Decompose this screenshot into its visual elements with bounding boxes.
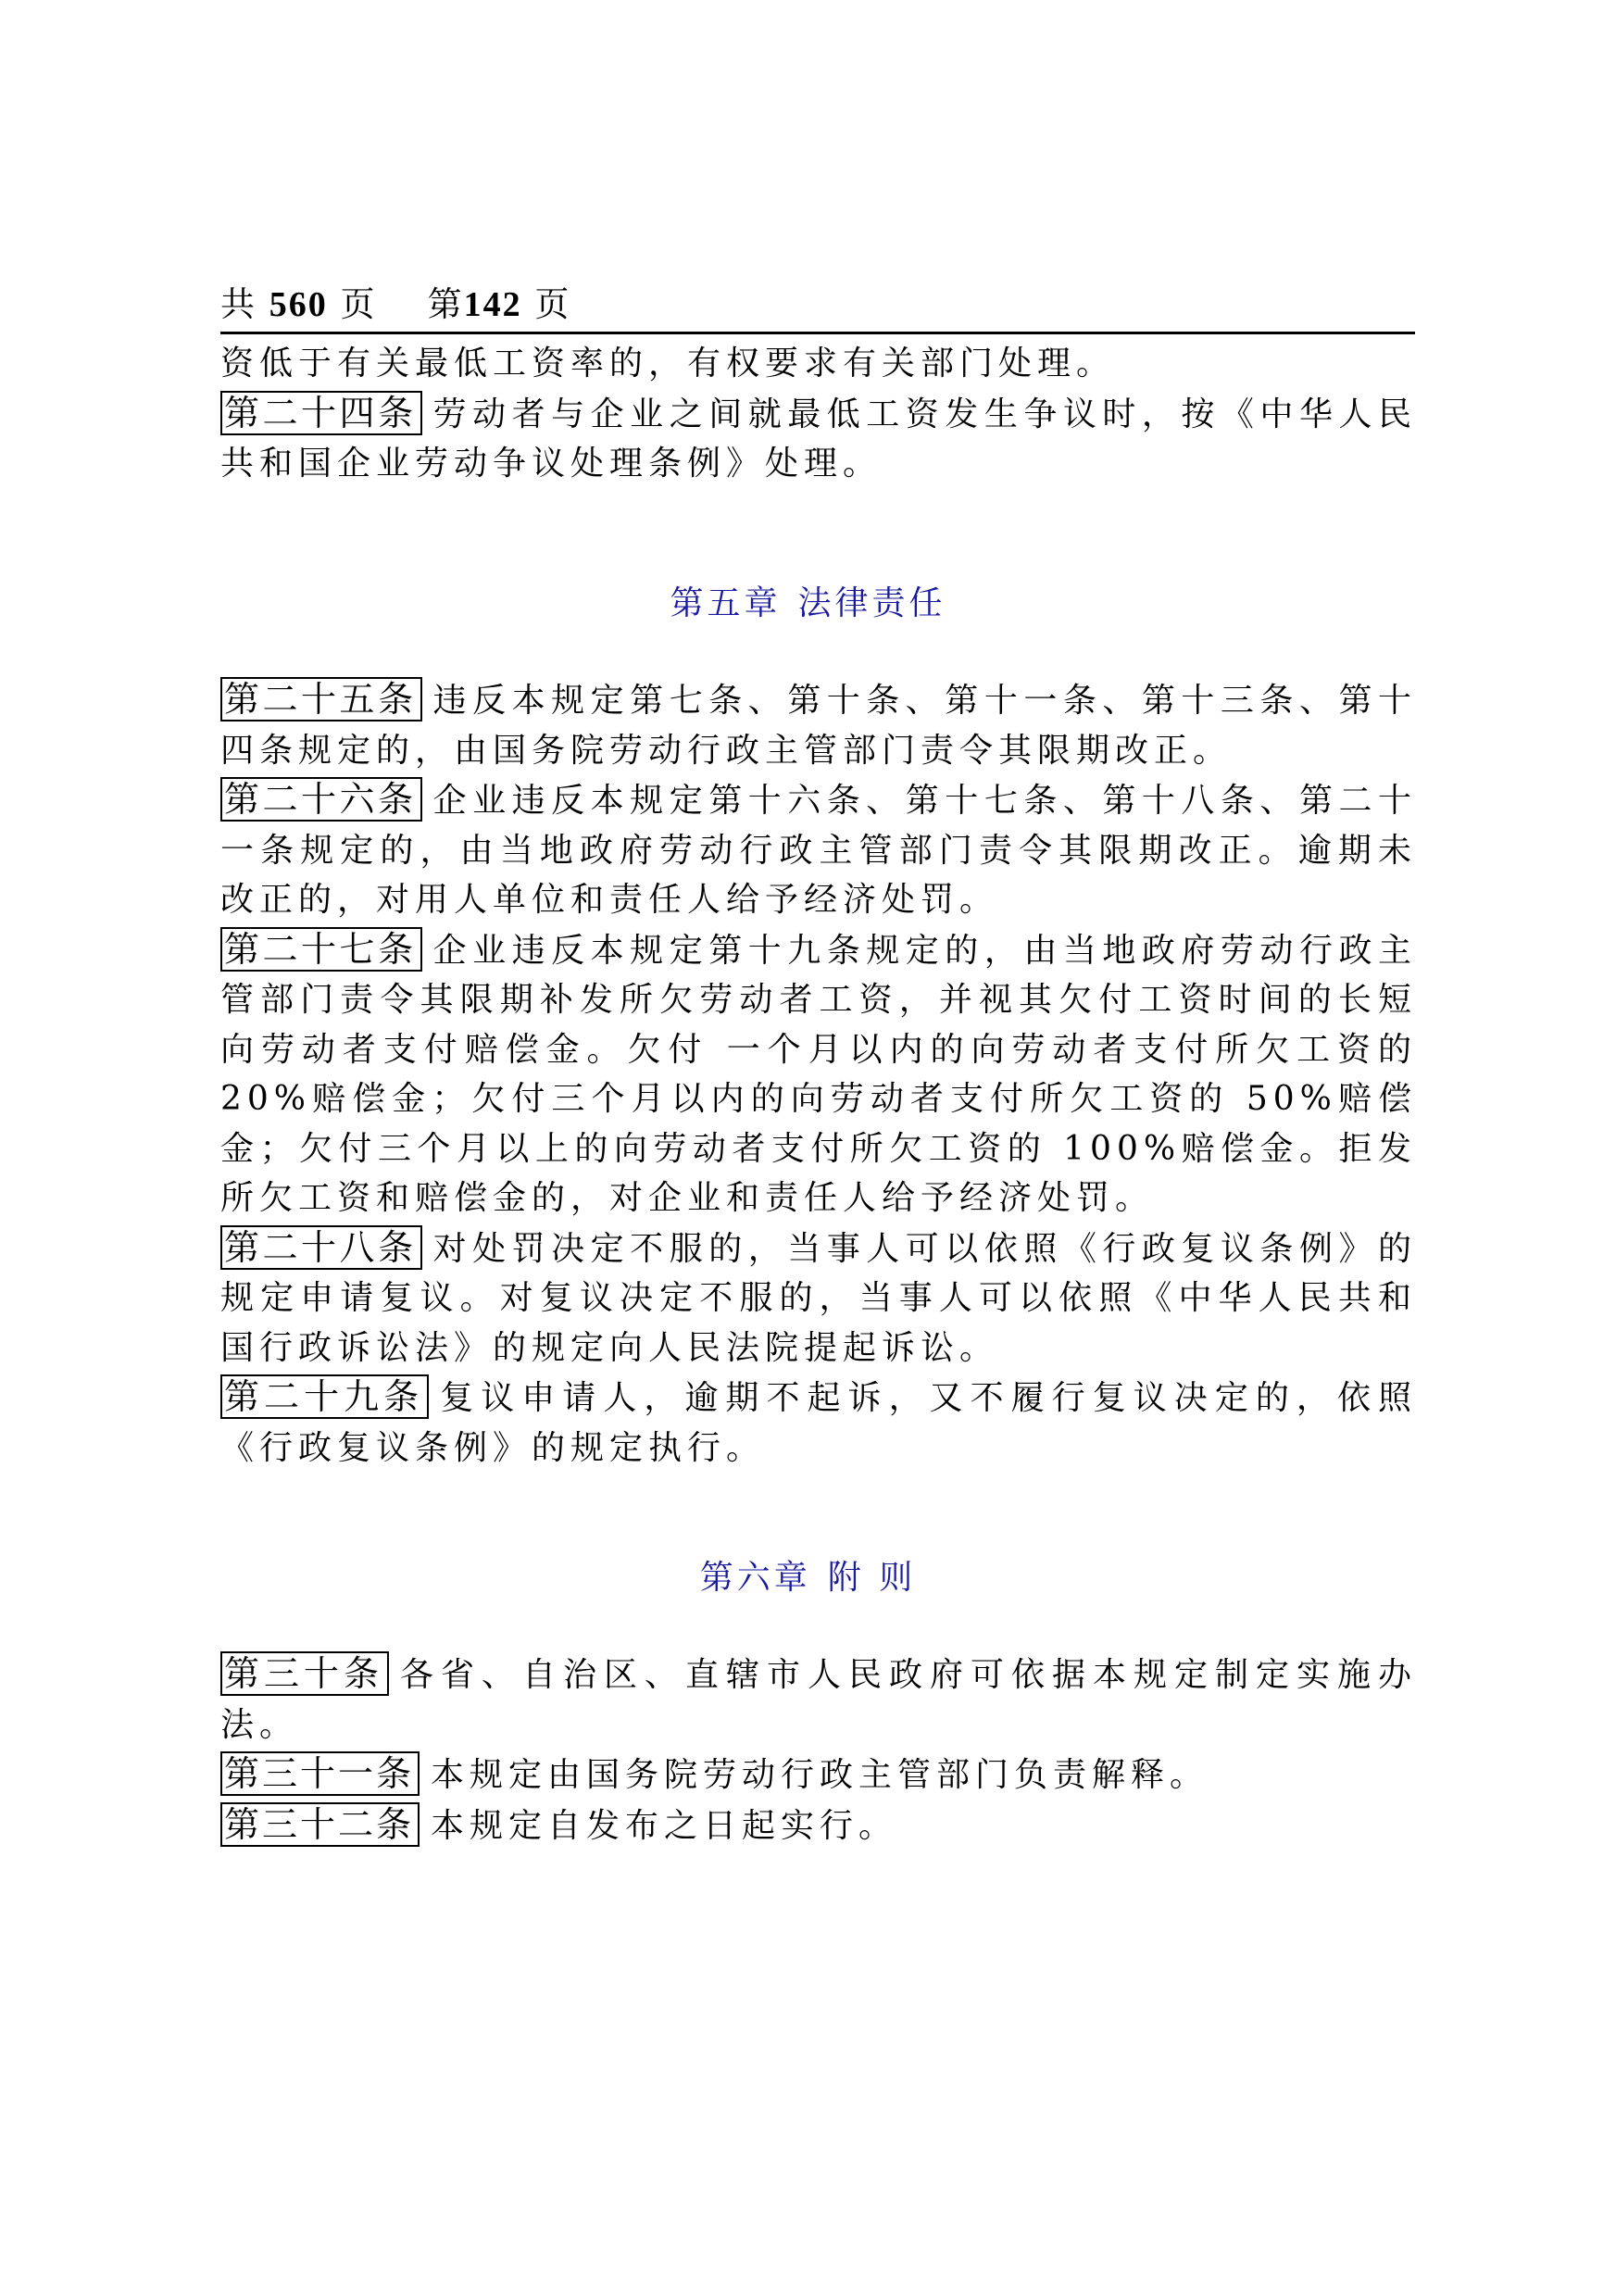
article-text: 企业违反本规定第十九条规定的，由当地政府劳动行政主管部门责令其限期补发所欠劳动者工资，并视其欠付工资时间的长短向劳动者支付赔偿金。欠付 一个月以内的向劳动者支付所欠工资的 20%赔偿金；欠付三个月以内的向劳动者支付所欠工资的 50%赔偿金；欠付三个月以上的向劳动者支付所欠工资的 100%赔偿金。拒发所欠工资和赔偿金的，对企业和责任人给予经济处罚。: [220, 931, 1417, 1217]
chapter-name: 附 则: [827, 1559, 917, 1597]
current-page-suffix: 页: [534, 284, 571, 324]
chapter-number: 第五章: [670, 584, 782, 622]
article-label: 第三十二条: [220, 1802, 420, 1847]
article-label: 第二十七条: [220, 927, 422, 972]
article-label: 第二十八条: [220, 1225, 422, 1270]
section-top: [220, 339, 1417, 489]
article-28: [220, 1223, 1417, 1374]
total-pages-count: 560: [269, 285, 328, 324]
article-25: [220, 675, 1417, 775]
total-pages-suffix: 页: [340, 284, 377, 324]
article-27: [220, 925, 1417, 1223]
article-text: 本规定自发布之日起实行。: [431, 1806, 898, 1845]
chapter-name: 法律责任: [797, 584, 946, 622]
chapter-number: 第六章: [699, 1559, 811, 1597]
current-page-prefix: 第: [427, 284, 464, 324]
total-pages-prefix: 共: [220, 284, 257, 324]
continuation-paragraph: 资低于有关最低工资率的，有权要求有关部门处理。: [220, 345, 1116, 383]
chapter-5-body: [220, 675, 1417, 1473]
current-page-number: 142: [463, 285, 522, 324]
article-label: 第二十六条: [220, 777, 422, 822]
article-24: [220, 389, 1417, 489]
page-header: [220, 278, 1415, 334]
article-label: 第三十一条: [220, 1751, 420, 1796]
article-26: [220, 775, 1417, 925]
chapter-6-body: [220, 1650, 1417, 1851]
article-text: 违反本规定第七条、第十条、第十一条、第十三条、第十四条规定的，由国务院劳动行政主管部门责令其限期改正。: [220, 682, 1417, 770]
article-text: 本规定由国务院劳动行政主管部门负责解释。: [431, 1756, 1209, 1794]
article-30: [220, 1650, 1417, 1750]
article-text: 企业违反本规定第十六条、第十七条、第十八条、第二十一条规定的，由当地政府劳动行政主管部门责令其限期改正。逾期未改正的，对用人单位和责任人给予经济处罚。: [220, 782, 1417, 919]
article-29: [220, 1373, 1417, 1473]
article-text: 各省、自治区、直辖市人民政府可依据本规定制定实施办法。: [220, 1656, 1417, 1744]
article-label: 第三十条: [220, 1651, 389, 1696]
article-label: 第二十九条: [220, 1374, 429, 1419]
chapter-6-title: [0, 1552, 1616, 1604]
article-label: 第二十四条: [220, 391, 422, 435]
article-text: 复议申请人，逾期不起诉，又不履行复议决定的，依照《行政复议条例》的规定执行。: [220, 1379, 1417, 1467]
article-31: [220, 1750, 1417, 1800]
chapter-5-title: [0, 578, 1616, 630]
article-text: 劳动者与企业之间就最低工资发生争议时，按《中华人民共和国企业劳动争议处理条例》处理。: [220, 395, 1417, 483]
article-label: 第二十五条: [220, 677, 422, 721]
article-text: 对处罚决定不服的，当事人可以依照《行政复议条例》的规定申请复议。对复议决定不服的，当事人可以依照《中华人民共和国行政诉讼法》的规定向人民法院提起诉讼。: [220, 1229, 1417, 1367]
article-32: [220, 1800, 1417, 1851]
